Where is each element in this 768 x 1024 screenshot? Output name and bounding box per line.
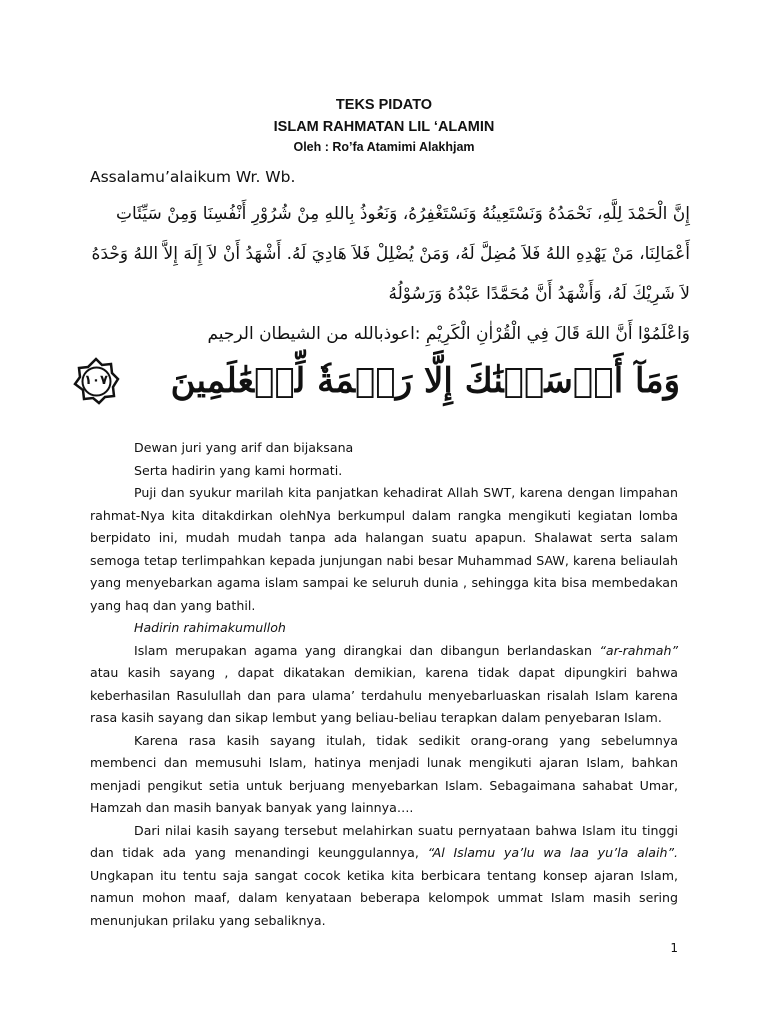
paragraph-4 <box>90 820 678 933</box>
speech-body <box>90 437 678 932</box>
title-block <box>0 94 768 156</box>
arabic-line-1: إِنَّ الْحَمْدَ لِلَّهِ، نَحْمَدُهُ وَنَسْتَعِينُهُ وَنَسْتَغْفِرُهُ، وَنَعُوذُ بِاللهِ مِنْ شُرُوْرِ أَنْفُسِنَا وَمِنْ سَيِّئَاتِ <box>116 204 690 224</box>
paragraph-2-start: Islam merupakan agama yang dirangkai dan dibangun berlandaskan <box>134 642 600 658</box>
arabic-opening <box>88 194 690 354</box>
paragraph-2-end: atau kasih sayang , dapat dikatakan demikian, karena tidak dapat dipungkiri bahwa keberhasilan Rasulullah dan para ulama’ terdahulu menyebarluaskan risalah Islam karena rasa kasih sayang dan sikap lembut yang beliau-beliau terapkan dalam penyebaran Islam. <box>90 665 678 725</box>
paragraph-1: Puji dan syukur marilah kita panjatkan kehadirat Allah SWT, karena dengan limpahan rahmat-Nya kita ditakdirkan olehNya berkumpul dalam rangka mengikuti kegiatan lomba berpidato ini, mudah mudah tanpa ada halangan suatu apapun. Shalawat serta salam semoga tetap terlimpahkan kepada junjungan nabi besar Muhammad SAW, karena beliaulah yang menyebarkan agama islam sampai ke seluruh dunia , sehingga kita bisa membedakan yang haq dan yang bathil. <box>90 485 678 613</box>
paragraph-4-end: Ungkapan itu tentu saja sangat cocok ketika kita berbicara tentang konsep ajaran Islam, namun mohon maaf, dalam kenyataan beberapa kelompok ummat Islam masih sering menunjukan prilaku yang sebaliknya. <box>90 867 678 928</box>
verse-marker-icon <box>72 357 120 405</box>
arabic-line-3: لاَ شَرِيْكَ لَهُ، وَأَشْهَدُ أَنَّ مُحَمَّدًا عَبْدُهُ وَرَسُوْلُهُ <box>388 284 690 304</box>
paragraph-2 <box>90 640 678 730</box>
arabic-line-2: أَعْمَالِنَا، مَنْ يَهْدِهِ اللهُ فَلاَ مُضِلَّ لَهُ، وَمَنْ يُضْلِلْ فَلاَ هَادِيَ لَهُ. أَشْهَدُ أَنْ لاَ إِلَهَ إِلاَّ اللهُ وَحْدَهُ <box>91 244 690 264</box>
greeting: Assalamu’alaikum Wr. Wb. <box>90 168 296 186</box>
paragraph-3: Karena rasa kasih sayang itulah, tidak sedikit orang-orang yang sebelumnya membenci dan memusuhi Islam, hatinya menjadi lunak mengikuti ajaran Islam, bahkan menjadi pengikut setia untuk berjuang menyebarkan Islam. Sebagaimana sahabat Umar, Hamzah dan masih banyak banyak yang lainnya…. <box>90 732 678 815</box>
quran-verse-text: وَمَآ أَرۡسَلۡنَٰكَ إِلَّا رَحۡمَةٗ لِّلۡعَٰلَمِينَ <box>170 361 680 401</box>
page-number: 1 <box>670 941 678 955</box>
salutation-line-2: Serta hadirin yang kami hormati. <box>134 462 343 478</box>
quran-verse-calligraphy <box>72 352 692 410</box>
author-line: Oleh : Ro’fa Atamimi Alakhjam <box>293 140 475 154</box>
salutation-line-1: Dewan juri yang arif dan bijaksana <box>134 440 354 455</box>
paragraph-4-start: Dari nilai kasih sayang tersebut melahirkan suatu pernyataan bahwa Islam itu tinggi dan tidak ada yang menandingi keunggulannya, <box>90 822 678 860</box>
paragraph-4-quote: “Al Islamu ya’lu wa laa yu’la alaih”. <box>427 845 678 860</box>
document-title-line1: TEKS PIDATO <box>335 97 433 113</box>
hadirin-line: Hadirin rahimakumulloh <box>134 620 286 635</box>
verse-number: ١٠٧ <box>84 373 108 388</box>
document-title-line2: ISLAM RAHMATAN LIL ‘ALAMIN <box>273 119 495 135</box>
arabic-line-4: وَاعْلَمُوْا أَنَّ اللهَ قَالَ فِي الْقُرْاٰنِ الْكَرِيْمِ :اعوذبالله من الشيطان الرجيم <box>207 324 690 344</box>
paragraph-2-quote: “ar-rahmah” <box>599 642 678 658</box>
